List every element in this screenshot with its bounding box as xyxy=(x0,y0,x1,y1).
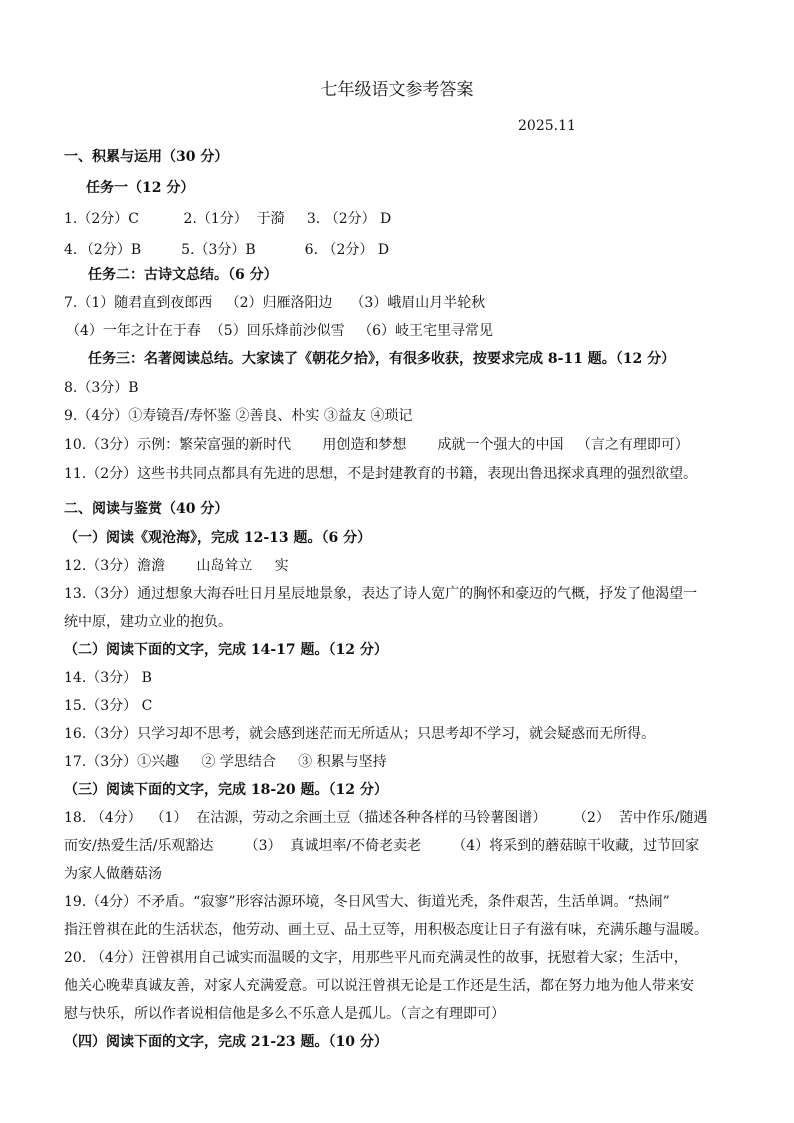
section-heading-2: 二、阅读与鉴赏（40 分） xyxy=(64,501,229,517)
answer-line: 18. （4分） （1） 在沽源，劳动之余画土豆（描述各种各样的马铃薯图谱） （2） 苦中作乐/随遇 xyxy=(64,810,708,826)
answer-line: （4）一年之计在于春 （5）回乐烽前沙似雪 （6）岐王宅里寻常见 xyxy=(66,323,493,339)
section-heading-1: 一、积累与运用（30 分） xyxy=(64,149,229,165)
subsection-heading-4: （四）阅读下面的文字，完成 21-23 题。（10 分） xyxy=(64,1034,388,1050)
page-title: 七年级语文参考答案 xyxy=(320,80,474,100)
answer-line: 19.（4分）不矛盾。“寂寥”形容沽源环境，冬日风雪大、街道光秃，条件艰苦，生活单调。“热闹” xyxy=(64,894,670,910)
answer-line: 1.（2分）C 2.（1分） 于漪 3. （2分） D xyxy=(64,211,392,227)
answer-line: 慰与快乐，所以作者说相信他是多么不乐意人是孤儿。（言之有理即可） xyxy=(64,1006,505,1022)
answer-line: 4．（2分）B 5.（3分）B 6. （2分） D xyxy=(64,242,390,258)
answer-line: 统中原，建功立业的抱负。 xyxy=(64,614,232,630)
answer-line: 他关心晚辈真诚友善，对家人充满爱意。可以说汪曾祺无论是工作还是生活，都在努力地为他人带来安 xyxy=(64,978,694,994)
answer-line: 7.（1）随君直到夜郎西 （2）归雁洛阳边 （3）峨眉山月半轮秋 xyxy=(64,295,486,311)
answer-line: 指汪曾祺在此的生活状态，他劳动、画土豆、品土豆等，用积极态度让日子有滋有味，充满乐趣与温暖。 xyxy=(64,922,708,938)
subsection-heading-3: （三）阅读下面的文字，完成 18-20 题。（12 分） xyxy=(64,782,388,798)
subsection-heading-1: （一）阅读《观沧海》，完成 12-13 题。（6 分） xyxy=(64,530,372,546)
answer-line: 13.（3分）通过想象大海吞吐日月星辰地景象，表达了诗人宽广的胸怀和豪迈的气概，抒发了他渴望一 xyxy=(64,586,698,602)
answer-line: 11.（2分）这些书共同点都具有先进的思想，不是封建教育的书籍，表现出鲁迅探求真理的强烈欲望。 xyxy=(64,466,698,482)
answer-line: 为家人做蘑菇汤 xyxy=(64,866,162,882)
answer-line: 12.（3分）澹澹 山岛耸立 实 xyxy=(64,558,289,574)
answer-line: 10.（3分）示例：繁荣富强的新时代 用创造和梦想 成就一个强大的中国 （言之有理即可） xyxy=(64,437,689,453)
answer-line: 14.（3分） B xyxy=(64,670,152,686)
date-label: 2025.11 xyxy=(518,118,576,134)
answer-line: 9.（4分）①寿镜吾/寿怀鉴 ②善良、朴实 ③益友 ④琐记 xyxy=(64,408,413,424)
task-heading-3: 任务三：名著阅读总结。大家读了《朝花夕拾》，有很多收获，按要求完成 8-11 题。（12 分） xyxy=(88,351,676,367)
answer-line: 16.（3分）只学习却不思考，就会感到迷茫而无所适从；只思考却不学习，就会疑惑而无所得。 xyxy=(64,726,656,742)
subsection-heading-2: （二）阅读下面的文字，完成 14-17 题。（12 分） xyxy=(64,642,388,658)
answer-line: 17.（3分）①兴趣 ② 学思结合 ③ 积累与坚持 xyxy=(64,754,387,770)
answer-line: 15.（3分） C xyxy=(64,698,153,714)
answer-line: 8.（3分）B xyxy=(64,380,139,396)
answer-line: 20. （4分）汪曾祺用自己诚实而温暖的文字，用那些平凡而充满灵性的故事，抚慰着大家；生活中， xyxy=(64,950,688,966)
task-heading-1: 任务一（12 分） xyxy=(86,180,195,196)
answer-line: 而安/热爱生活/乐观豁达 （3） 真诚坦率/不倚老卖老 （4）将采到的蘑菇晾干收藏，过节回家 xyxy=(64,838,700,854)
task-heading-2: 任务二：古诗文总结。（6 分） xyxy=(88,267,278,283)
